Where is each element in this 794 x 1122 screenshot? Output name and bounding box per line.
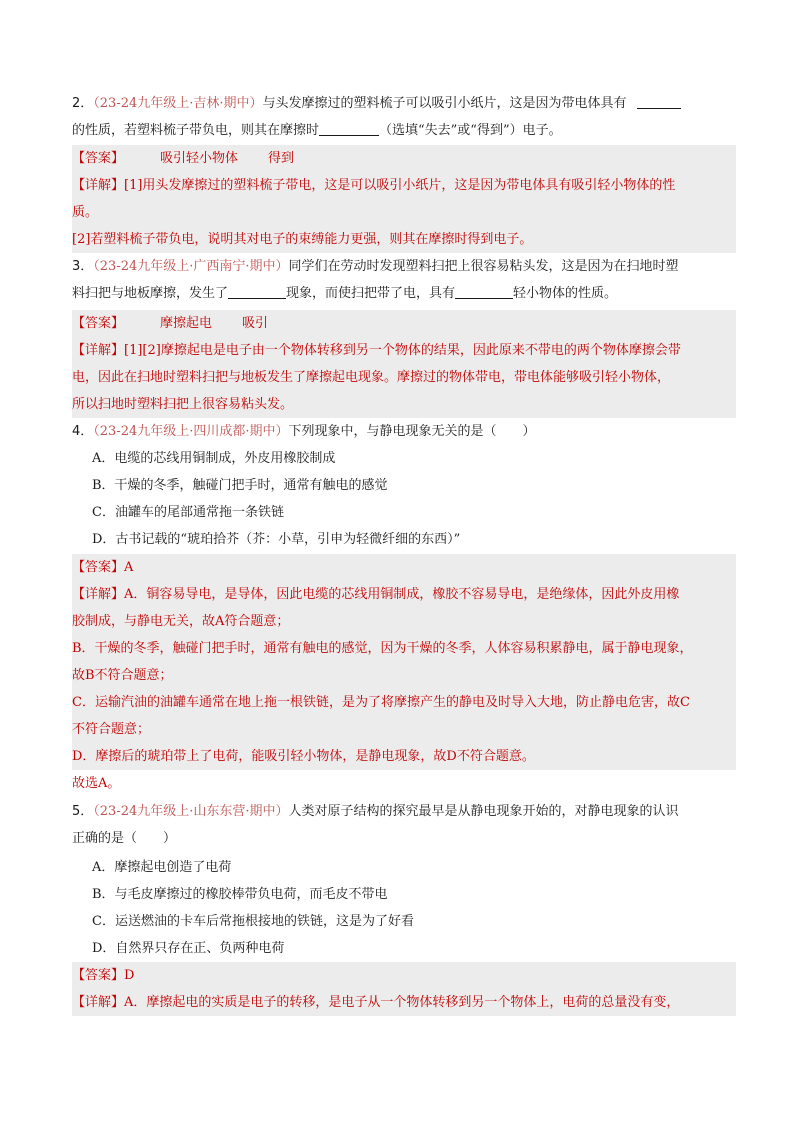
detail-tag: 【详解】 [72,587,125,602]
option-c: C．油罐车的尾部通常拖一条铁链 [92,505,284,520]
detail-text: 故选A。 [72,776,121,791]
question-source: （23-24九年级上·广西南宁·期中） [93,259,289,274]
detail-block [72,989,736,1016]
question-number: 2． [72,96,94,111]
answer-tag: 【答案】 [72,316,125,331]
question-text: 下列现象中，与静电现象无关的是（ ） [288,424,536,439]
question-text: 同学们在劳动时发现塑料扫把上很容易粘头发，这是因为在扫地时塑 [288,259,679,274]
question-5 [72,798,732,852]
option-d: D．自然界只存在正、负两种电荷 [92,941,285,956]
detail-tag: 【详解】 [72,995,125,1010]
answer-value: 得到 [268,151,295,166]
answer-block [72,145,736,172]
answer-tag: 【答案】 [72,560,125,575]
question-source: （23-24九年级上·四川成都·期中） [93,424,289,439]
detail-text: 胶制成，与静电无关，故A符合题意； [72,614,290,629]
option-b: B．干燥的冬季，触碰门把手时，通常有触电的感觉 [92,478,388,493]
answer-blank [228,284,286,299]
detail-text: B．干燥的冬季，触碰门把手时，通常有触电的感觉，因为干燥的冬季，人体容易积累静电，属于静电现象， [72,641,693,656]
question-number: 5． [72,804,94,819]
detail-text: [1]用头发摩擦过的塑料梳子带电，这是可以吸引小纸片，这是因为带电体具有吸引轻小物体的性 [124,178,676,193]
question-source: （23-24九年级上·吉林·期中） [93,96,263,111]
answer-blank [455,284,513,299]
question-text: （选填“失去”或“得到”）电子。 [379,123,562,138]
option-a: A．电缆的芯线用铜制成，外皮用橡胶制成 [92,451,336,466]
detail-text: 不符合题意； [72,722,151,737]
answer-blank [637,94,681,109]
answer-block [72,554,736,581]
question-text: 与头发摩擦过的塑料梳子可以吸引小纸片，这是因为带电体具有 [262,96,627,111]
detail-text: [2]若塑料梳子带负电，说明其对电子的束缚能力更强，则其在摩擦时得到电子。 [72,232,533,247]
answer-block [72,310,736,337]
question-source: （23-24九年级上·山东东营·期中） [93,804,289,819]
option-b: B．与毛皮摩擦过的橡胶棒带负电荷，而毛皮不带电 [92,887,388,902]
answer-value: 吸引 [242,316,269,331]
question-text: 现象，而使扫把带了电，具有 [286,286,456,301]
detail-text: 故B不符合题意； [72,668,173,683]
detail-block [72,337,736,418]
detail-tag: 【详解】 [72,343,125,358]
answer-blank [319,121,379,136]
detail-text: A．铜容易导电，是导体，因此电缆的芯线用铜制成，橡胶不容易导电，是绝缘体，因此外皮用橡 [124,587,680,602]
question-number: 4． [72,424,94,439]
option-d: D．古书记载的“琥珀拾芥（芥：小草，引申为轻微纤细的东西）” [92,532,461,547]
option-c: C．运送燃油的卡车后常拖根接地的铁链，这是为了好看 [92,914,414,929]
question-2 [72,90,732,144]
question-3 [72,253,732,307]
question-text: 正确的是（ ） [72,831,177,846]
option-a: A．摩擦起电创造了电荷 [92,860,232,875]
question-text: 料扫把与地板摩擦，发生了 [72,286,229,301]
detail-text: 所以扫地时塑料扫把上很容易粘头发。 [72,397,294,412]
answer-value: 摩擦起电 [160,316,213,331]
detail-text: [1][2]摩擦起电是电子由一个物体转移到另一个物体的结果，因此原来不带电的两个物体摩擦会带 [124,343,681,358]
question-text: 人类对原子结构的探究最早是从静电现象开始的，对静电现象的认识 [288,804,679,819]
answer-value: D [124,968,135,983]
question-4 [72,418,732,445]
answer-block [72,962,736,989]
answer-tag: 【答案】 [72,968,125,983]
question-number: 3． [72,259,94,274]
detail-block [72,172,736,253]
question-text: 的性质，若塑料梳子带负电，则其在摩擦时 [72,123,320,138]
answer-value: A [124,560,134,575]
answer-tag: 【答案】 [72,151,125,166]
detail-text: D．摩擦后的琥珀带上了电荷，能吸引轻小物体，是静电现象，故D不符合题意。 [72,749,535,764]
detail-text: A．摩擦起电的实质是电子的转移，是电子从一个物体转移到另一个物体上，电荷的总量没有变， [124,995,680,1010]
detail-text: 电，因此在扫地时塑料扫把与地板发生了摩擦起电现象。摩擦过的物体带电，带电体能够吸引轻小物体， [72,370,671,385]
detail-text: 质。 [72,205,99,220]
detail-text: C．运输汽油的油罐车通常在地上拖一根铁链，是为了将摩擦产生的静电及时导入大地，防止静电危害，故C [72,695,690,710]
detail-tag: 【详解】 [72,178,125,193]
question-text: 轻小物体的性质。 [513,286,618,301]
answer-value: 吸引轻小物体 [160,151,239,166]
detail-block [72,581,736,791]
